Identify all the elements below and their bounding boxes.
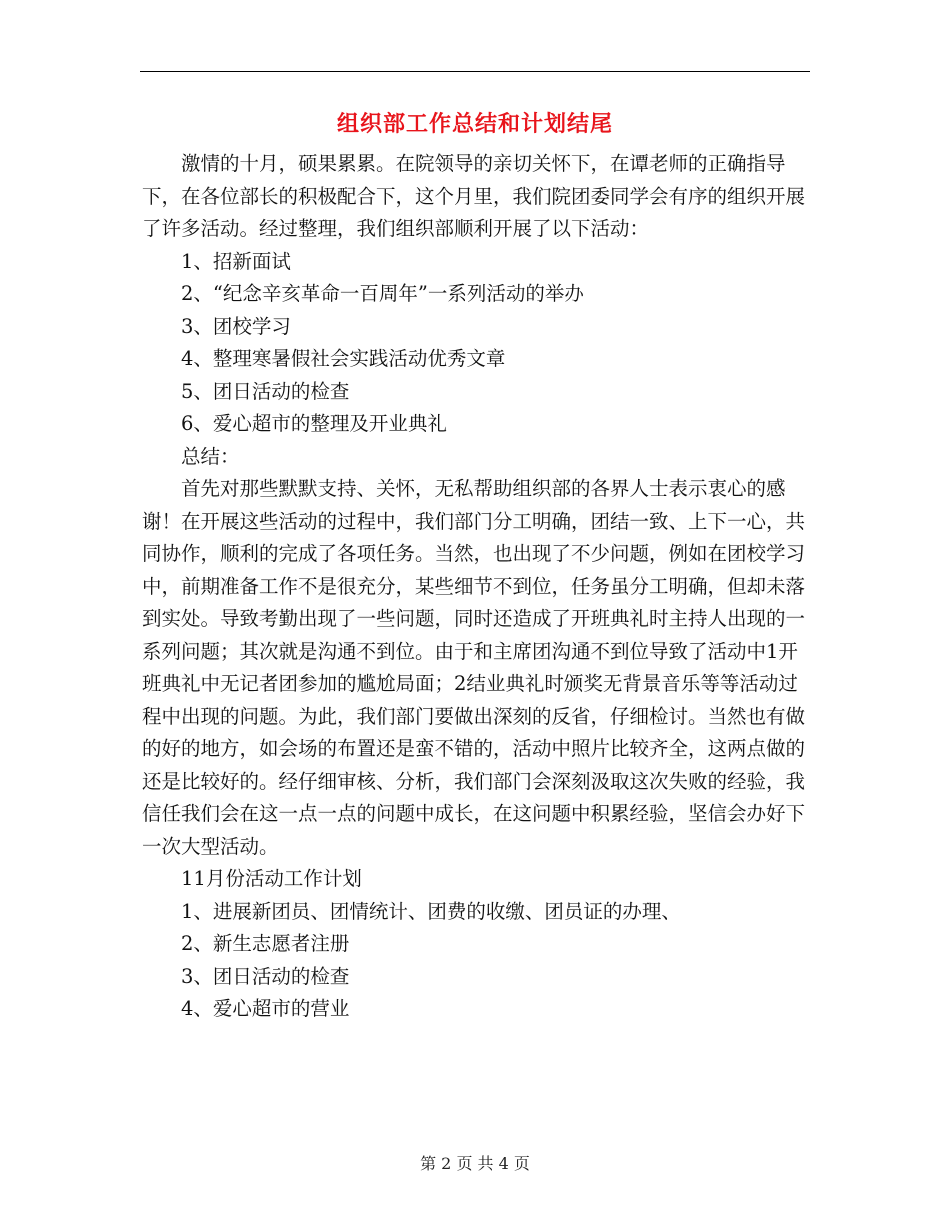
summary-heading: 总结： — [181, 444, 240, 468]
list-item: 2、新生志愿者注册 — [181, 932, 350, 955]
list-item: 6、爱心超市的整理及开业典礼 — [181, 412, 447, 435]
list-item: 3、团日活动的检查 — [181, 964, 350, 988]
list-item: 2、“纪念辛亥革命一百周年”一系列活动的举办 — [181, 282, 584, 305]
document-title: 组织部工作总结和计划结尾 — [336, 111, 613, 137]
list-item: 1、进展新团员、团情统计、团费的收缴、团员证的办理、 — [181, 899, 681, 923]
list-item: 5、团日活动的检查 — [181, 379, 350, 403]
list-item: 4、爱心超市的营业 — [181, 997, 350, 1020]
list-item: 4、整理寒暑假社会实践活动优秀文章 — [181, 347, 506, 370]
header-rule — [140, 71, 810, 72]
plan-heading: 11月份活动工作计划 — [181, 867, 362, 890]
intro-paragraph: 激情的十月，硕果累累。在院领导的亲切关怀下，在谭老师的正确指导下，在各位部长的积极配合下，这个月里，我们院团委同学会有序的组织开展了许多活动。经过整理，我们组织部顺利开展了以下活动： — [142, 152, 806, 240]
list-item: 3、团校学习 — [181, 314, 291, 338]
page-number: 第 2 页 共 4 页 — [420, 1154, 530, 1173]
document-body — [142, 148, 812, 1026]
list-item: 1、招新面试 — [181, 249, 291, 273]
summary-paragraph: 首先对那些默默支持、关怀，无私帮助组织部的各界人士表示衷心的感谢！在开展这些活动的过程中，我们部门分工明确，团结一致、上下一心，共同协作，顺利的完成了各项任务。当然，也出现了不少问题，例如在团校学习中，前期准备工作不是很充分，某些细节不到位，任务虽分工明确，但却未落到实处。导致考勤出现了一些问题，同时还造成了开班典礼时主持人出现的一系列问题；其次就是沟通不到位。由于和主席团沟通不到位导致了活动中1开班典礼中无记者团参加的尴尬局面；2结业典礼时颁奖无背景音乐等等活动过程中出现的问题。为此，我们部门要做出深刻的反省，仔细检讨。当然也有做的好的地方，如会场的布置还是蛮不错的，活动中照片比较齐全，这两点做的还是比较好的。经仔细审核、分析，我们部门会深刻汲取这次失败的经验，我信任我们会在这一点一点的问题中成长，在这问题中积累经验，坚信会办好下一次大型活动。 — [142, 477, 806, 858]
